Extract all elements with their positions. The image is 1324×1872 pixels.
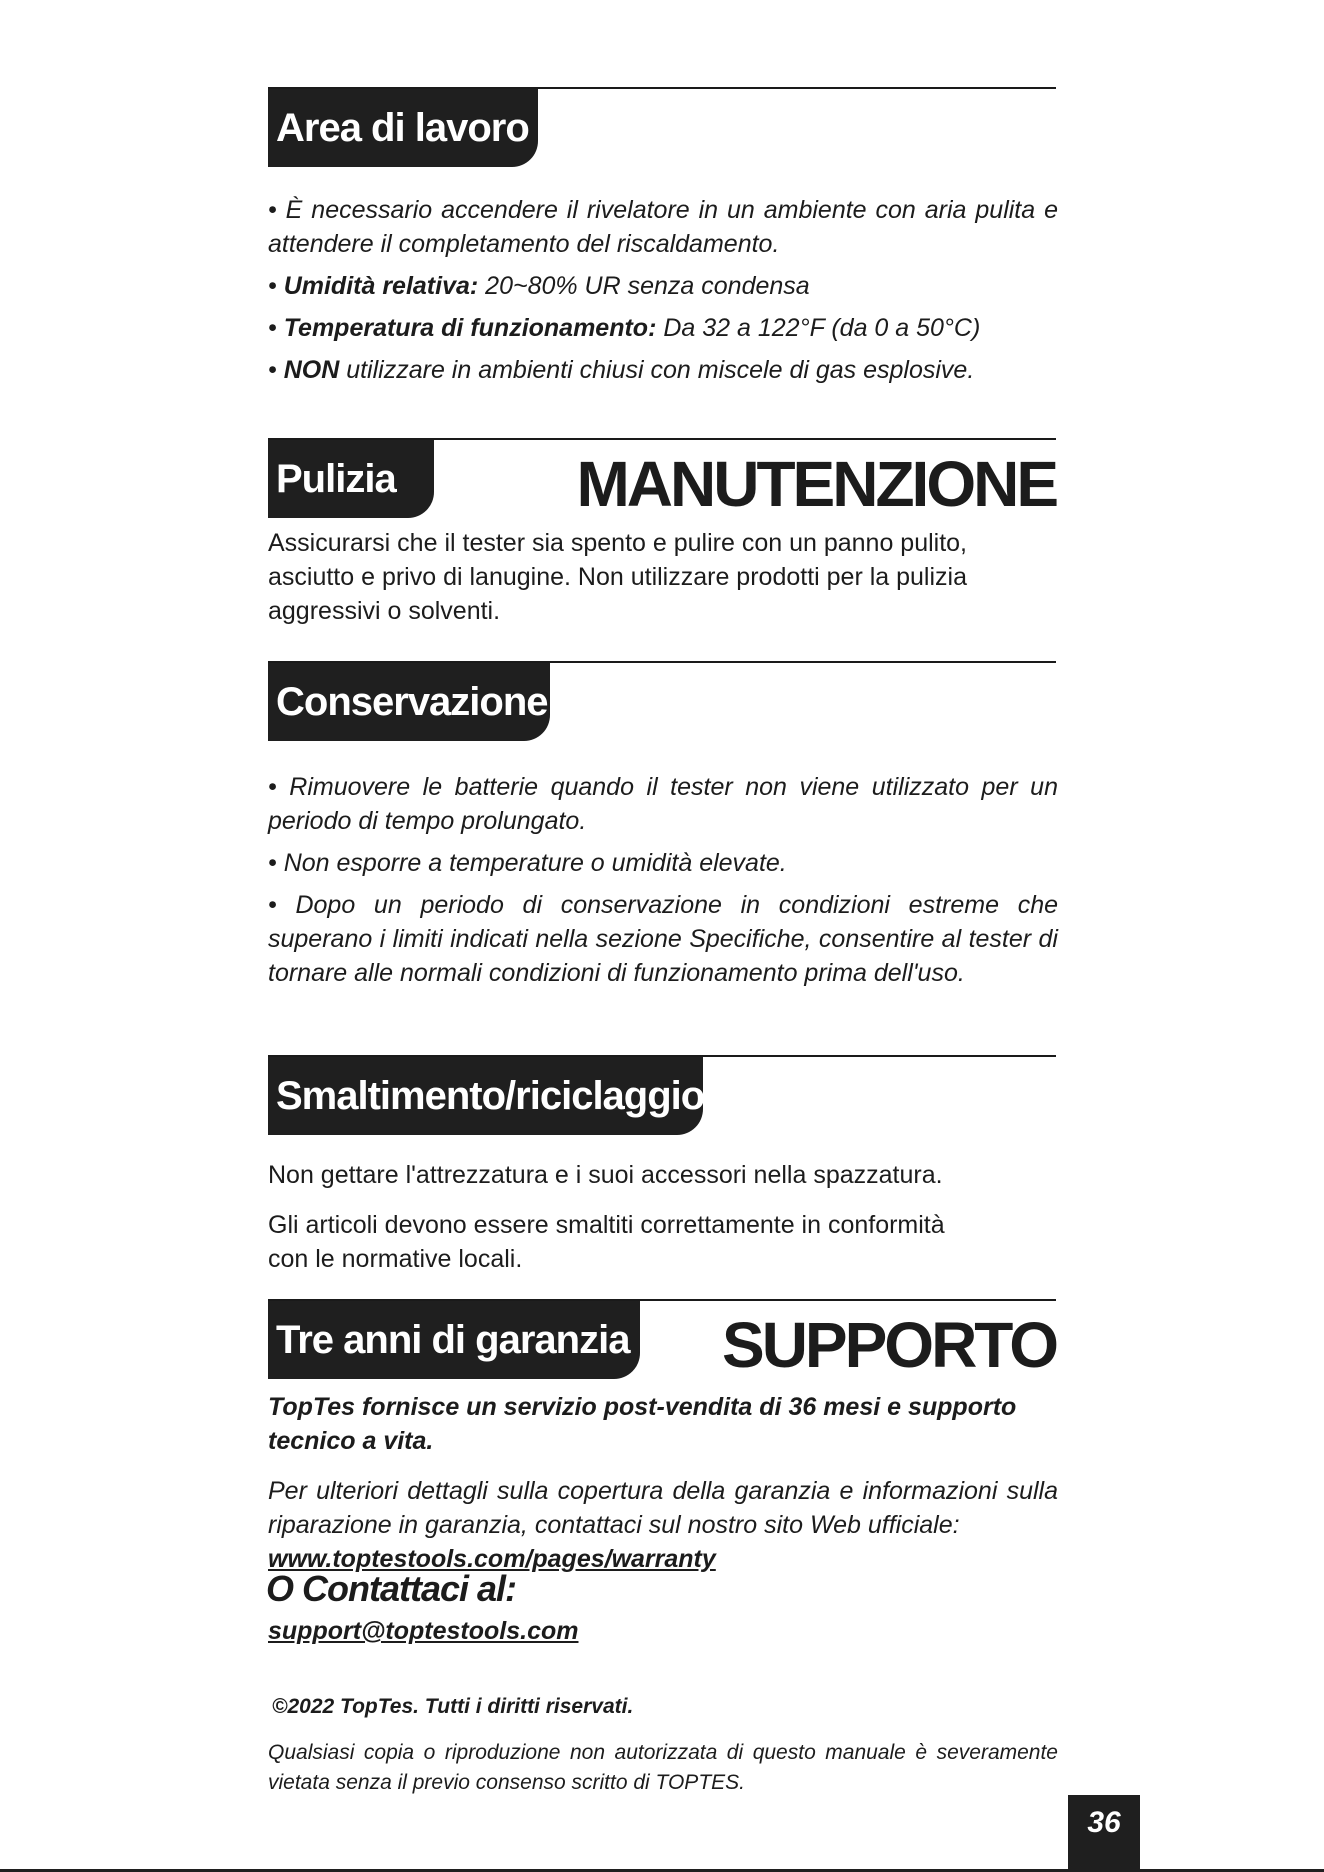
section-header-conservazione bbox=[268, 661, 1056, 741]
area-di-lavoro-list bbox=[268, 193, 1058, 387]
smaltimento-text bbox=[268, 1158, 1058, 1276]
list-item: • Temperatura di funzionamento: Da 32 a 122°F (da 0 a 50°C) bbox=[268, 314, 981, 342]
section-header-smaltimento bbox=[268, 1055, 1056, 1135]
copyright: ©2022 TopTes. Tutti i diritti riservati. bbox=[272, 1695, 634, 1718]
list-item: • NON utilizzare in ambienti chiusi con miscele di gas esplosive. bbox=[268, 356, 975, 384]
section-header-pulizia bbox=[268, 438, 1056, 518]
pulizia-text: Assicurarsi che il tester sia spento e pulire con un panno pulito, asciutto e privo di lanugine. Non utilizzare prodotti per la pulizia aggressivi o solventi. bbox=[268, 529, 967, 625]
list-item: • Dopo un periodo di conservazione in condizioni estreme che superano i limiti indicati nella sezione Specifiche, consentire al tester di tornare alle normali condizioni di funzionamento prima dell'uso. bbox=[268, 891, 1058, 987]
garanzia-details: Per ulteriori dettagli sulla copertura della garanzia e informazioni sulla riparazione in garanzia, contattaci sul nostro sito Web ufficiale: bbox=[268, 1477, 1058, 1539]
conservazione-list bbox=[268, 770, 1058, 990]
section-title: Conservazione bbox=[268, 663, 550, 741]
list-item: • È necessario accendere il rivelatore in un ambiente con aria pulita e attendere il completamento del riscaldamento. bbox=[268, 196, 1058, 258]
contact-title: O Contattaci al: bbox=[266, 1568, 517, 1609]
warranty-link[interactable]: www.toptestools.com/pages/warranty bbox=[268, 1545, 716, 1573]
section-title: Area di lavoro bbox=[268, 89, 538, 167]
section-header-area-di-lavoro bbox=[268, 87, 1056, 167]
contact-email-wrap bbox=[268, 1614, 1058, 1648]
paragraph: Gli articoli devono essere smaltiti correttamente in conformità con le normative locali. bbox=[268, 1211, 945, 1273]
garanzia-text bbox=[268, 1390, 1058, 1576]
list-item: • Umidità relativa: 20~80% UR senza condensa bbox=[268, 272, 810, 300]
support-email-link[interactable]: support@toptestools.com bbox=[268, 1617, 579, 1645]
section-title: Smaltimento/riciclaggio bbox=[268, 1057, 703, 1135]
section-title: Tre anni di garanzia bbox=[268, 1301, 640, 1379]
list-item: • Rimuovere le batterie quando il tester non viene utilizzato per un periodo di tempo prolungato. bbox=[268, 773, 1058, 835]
chapter-title-supporto: SUPPORTO bbox=[722, 1309, 1056, 1381]
paragraph: Non gettare l'attrezzatura e i suoi accessori nella spazzatura. bbox=[268, 1161, 943, 1189]
page-number: 36 bbox=[1068, 1795, 1140, 1870]
garanzia-lead: TopTes fornisce un servizio post-vendita di 36 mesi e supporto tecnico a vita. bbox=[268, 1393, 1017, 1455]
section-title: Pulizia bbox=[268, 440, 434, 518]
chapter-title-manutenzione: MANUTENZIONE bbox=[576, 448, 1056, 520]
list-item: • Non esporre a temperature o umidità elevate. bbox=[268, 849, 787, 877]
section-header-garanzia bbox=[268, 1299, 1056, 1379]
legal-notice: Qualsiasi copia o riproduzione non autorizzata di questo manuale è severamente vietata senza il previo consenso scritto di TOPTES. bbox=[268, 1741, 1058, 1794]
